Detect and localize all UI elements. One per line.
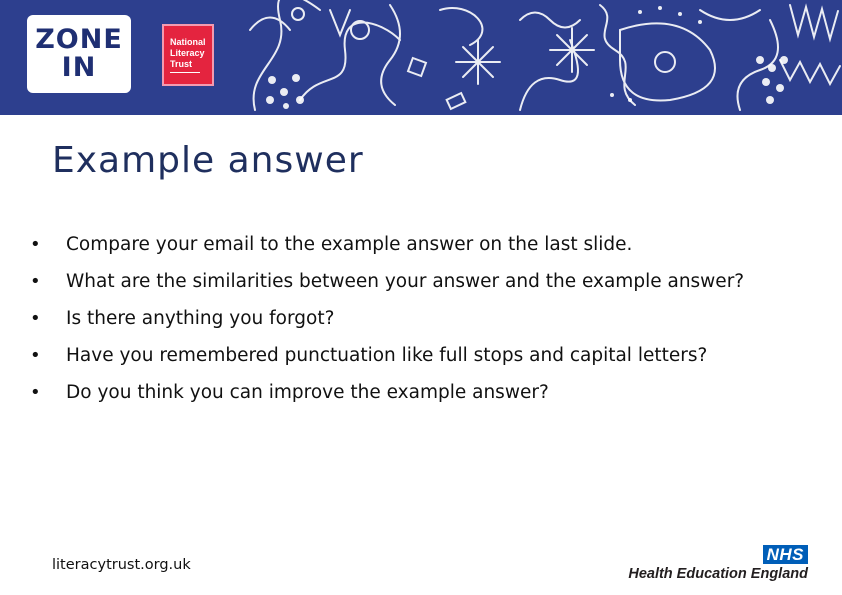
- nlt-logo-line2: Literacy: [170, 48, 205, 58]
- bullet-item: [30, 232, 744, 269]
- bullet-text: Is there anything you forgot?: [66, 308, 335, 329]
- bullet-dot: •: [30, 234, 41, 255]
- bullet-list: [30, 232, 744, 417]
- bullet-item: [30, 343, 744, 380]
- bullet-dot: •: [30, 308, 41, 329]
- zone-logo-line1: ZONE: [35, 24, 123, 55]
- bullet-dot: •: [30, 345, 41, 366]
- header-banner: [0, 0, 842, 115]
- bullet-text: Have you remembered punctuation like full stops and capital letters?: [66, 345, 708, 366]
- nlt-logo-underline: [170, 72, 200, 73]
- national-literacy-trust-logo: [162, 24, 214, 86]
- bullet-item: [30, 269, 744, 306]
- bullet-item: [30, 306, 744, 343]
- nhs-badge: NHS: [763, 545, 808, 564]
- zone-logo-line2: IN: [61, 52, 97, 83]
- bullet-dot: •: [30, 382, 41, 403]
- nlt-logo-line3: Trust: [170, 59, 193, 69]
- bullet-item: [30, 380, 744, 417]
- nhs-hee-logo: [608, 545, 808, 585]
- slide-title: Example answer: [52, 140, 364, 181]
- footer-url[interactable]: literacytrust.org.uk: [52, 557, 191, 573]
- bullet-text: What are the similarities between your answer and the example answer?: [66, 271, 745, 292]
- nlt-logo-line1: National: [170, 37, 206, 47]
- health-education-england-text: Health Education England: [628, 566, 808, 582]
- bullet-dot: •: [30, 271, 41, 292]
- bullet-text: Compare your email to the example answer on the last slide.: [66, 234, 633, 255]
- zone-in-logo: [27, 15, 131, 93]
- bullet-text: Do you think you can improve the example answer?: [66, 382, 549, 403]
